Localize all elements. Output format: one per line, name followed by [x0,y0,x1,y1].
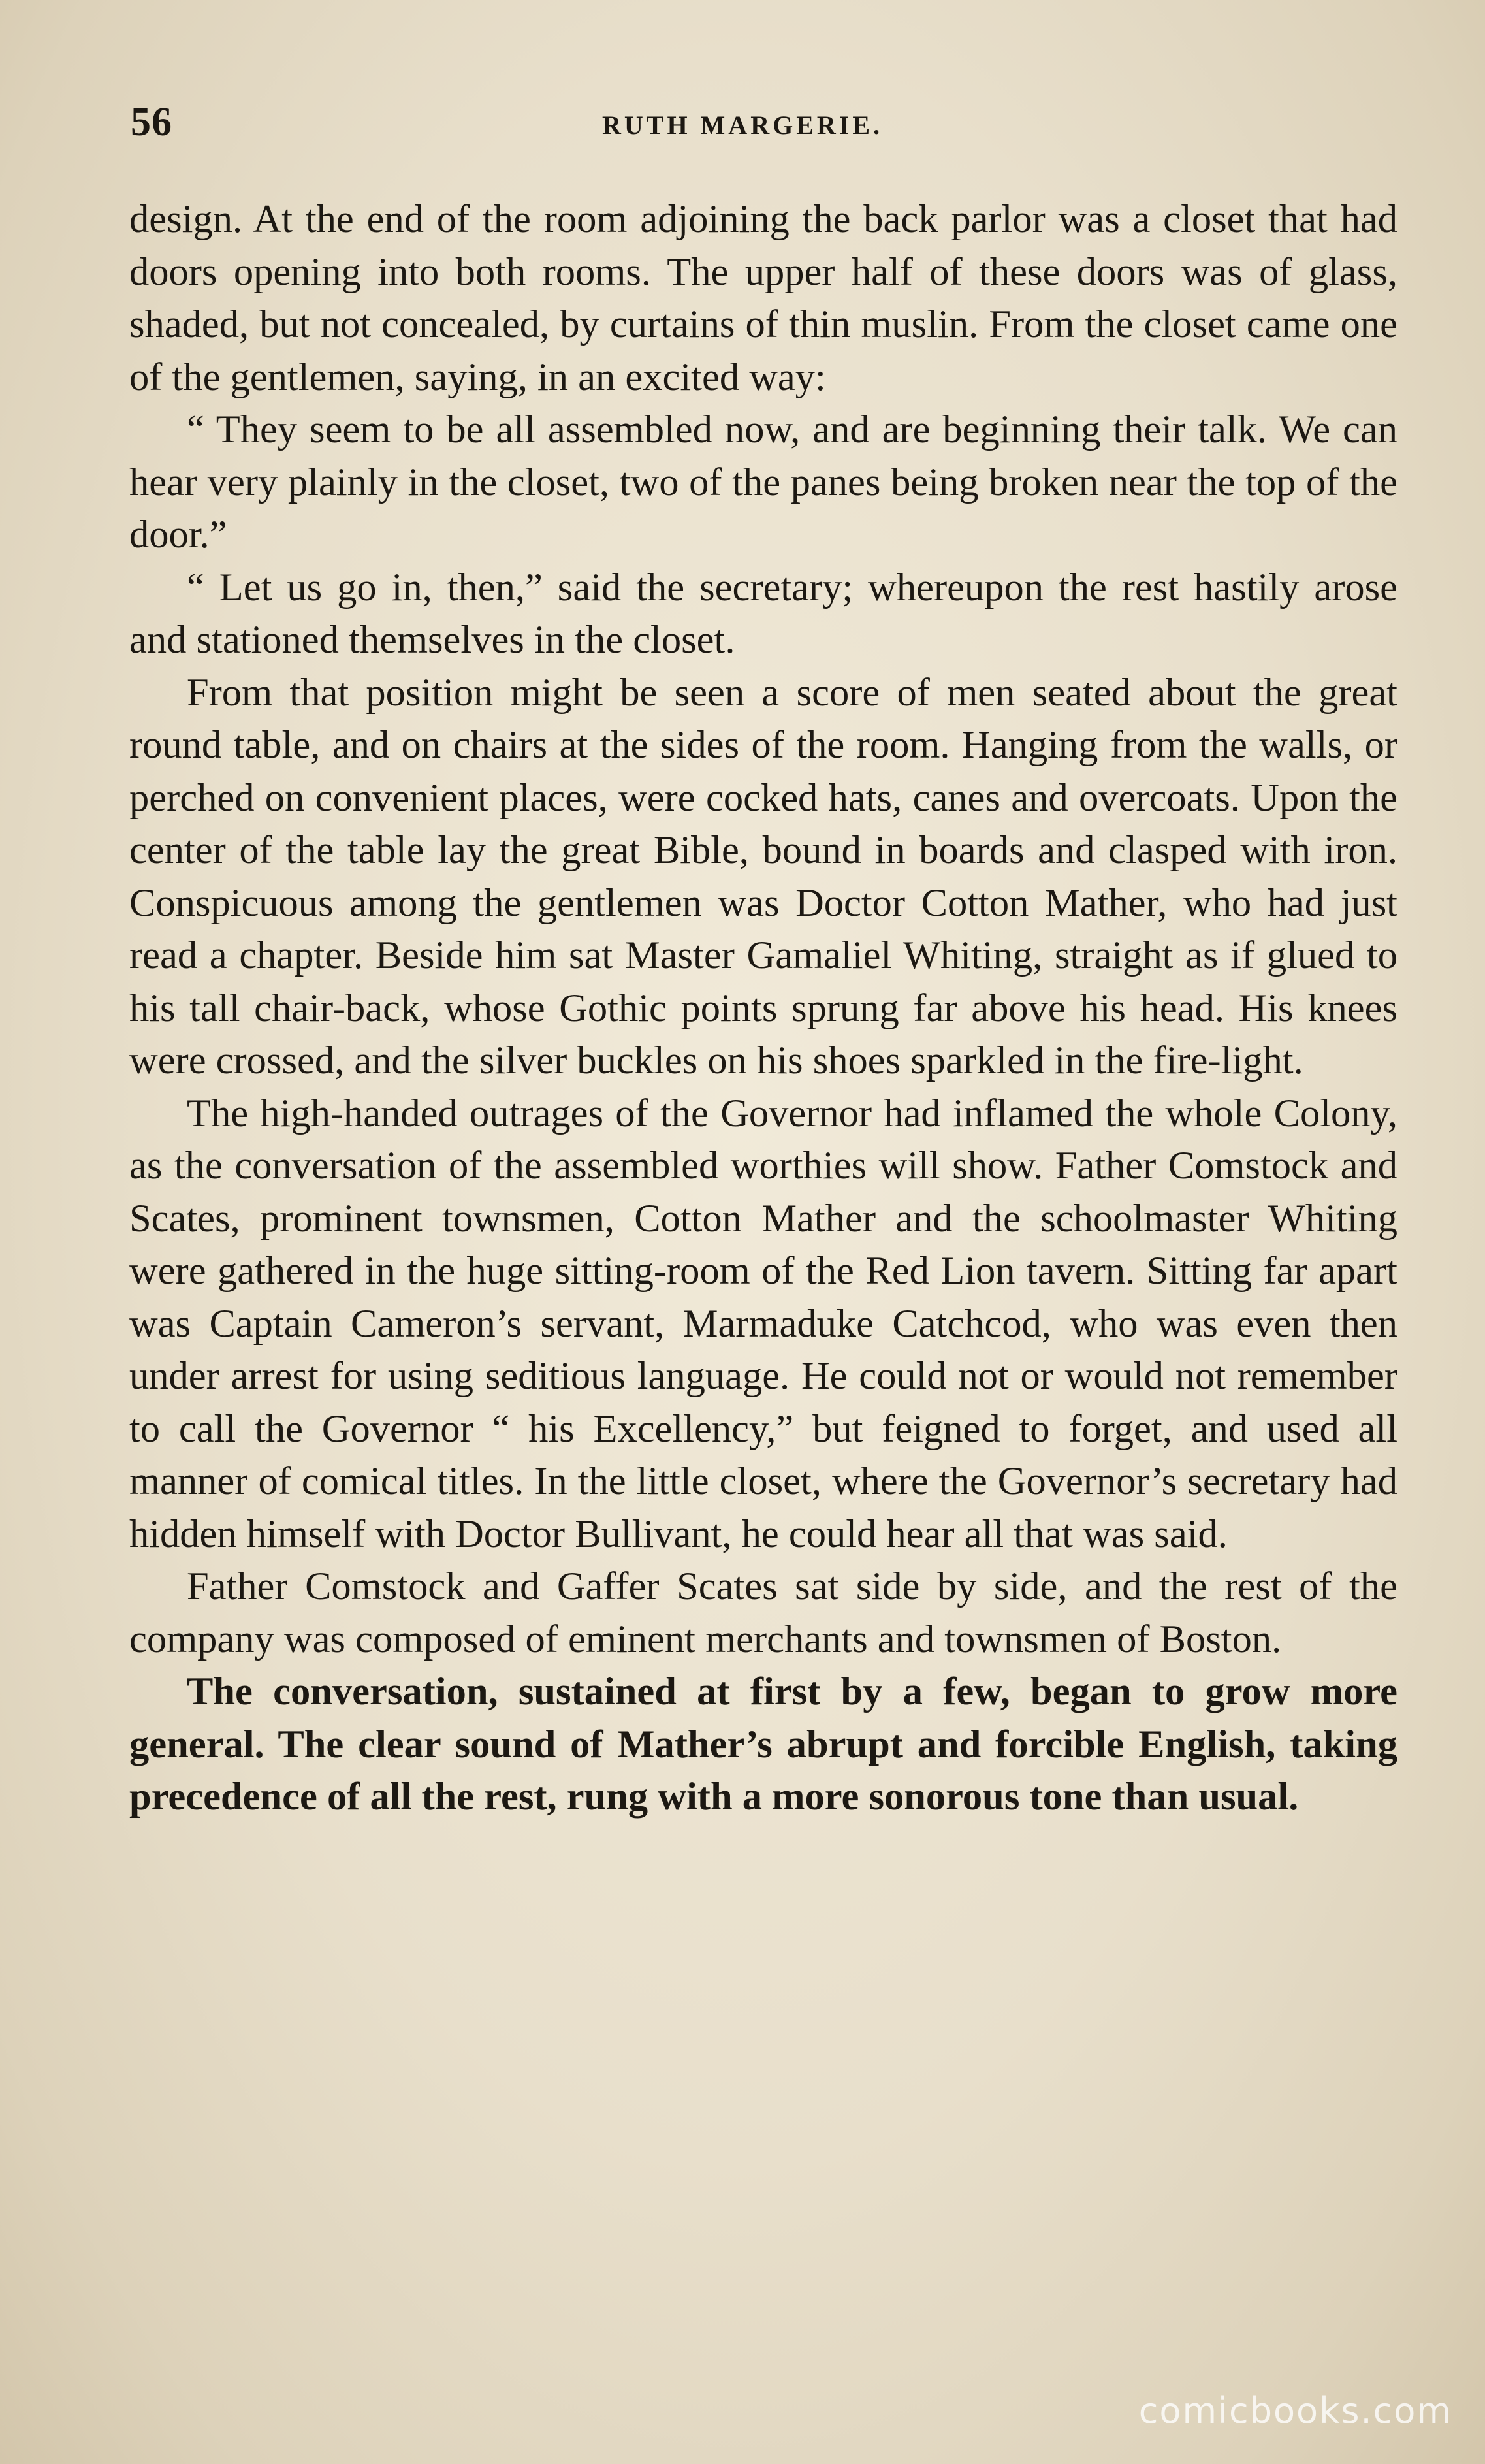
paragraph: “ They seem to be all assembled now, and are beginning their talk. We can hear very plainly in the closet, two of the panes being broken near the top of the door.” [129,408,1397,557]
body-text [129,193,1397,1824]
paragraph: Father Comstock and Gaffer Scates sat side by side, and the rest of the company was composed of eminent merchants and townsmen of Boston. [129,1564,1397,1661]
paragraph: From that position might be seen a score of men seated about the great round table, and on chairs at the sides of the room. Hanging from the walls, or perched on convenient places, were cocked hats, canes and overcoats. Upon the center of the table lay the great Bible, bound in boards and clasped with iron. Conspicuous among the gentlemen was Doctor Cotton Mather, who had just read a chapter. Beside him sat Master Gamaliel Whiting, straight as if glued to his tall chair-back, whose Gothic points sprung far above his head. His knees were crossed, and the silver buckles on his shoes sparkled in the fire-light. [129,670,1397,1082]
watermark: comicbooks.com [1138,2390,1452,2431]
running-title: RUTH MARGERIE. [601,110,884,140]
paragraph: design. At the end of the room adjoining the back parlor was a closet that had doors opening into both rooms. The upper half of these doors was of glass, shaded, but not concealed, by curtains of thin muslin. From the closet came one of the gentlemen, saying, in an excited way: [129,197,1397,399]
paragraph: The conversation, sustained at first by a few, began to grow more general. The clear sound of Mather’s abrupt and forcible English, taking precedence of all the rest, rung with a more sonorous tone than usual. [129,1670,1397,1819]
paragraph: The high-handed outrages of the Governor had inflamed the whole Colony, as the conversation of the assembled worthies will show. Father Comstock and Scates, prominent townsmen, Cotton Mather and the schoolmaster Whiting were gathered in the huge sitting-room of the Red Lion tavern. Sitting far apart was Captain Cameron’s servant, Marmaduke Catchcod, who was even then under arrest for using seditious language. He could not or would not remember to call the Governor “ his Excellency,” but feigned to forget, and used all manner of comical titles. In the little closet, where the Governor’s secretary had hidden himself with Doctor Bullivant, he could hear all that was said. [129,1091,1397,1556]
paragraph: “ Let us go in, then,” said the secretary; whereupon the rest hastily arose and stationed themselves in the closet. [129,565,1397,662]
page-number: 56 [131,100,172,144]
